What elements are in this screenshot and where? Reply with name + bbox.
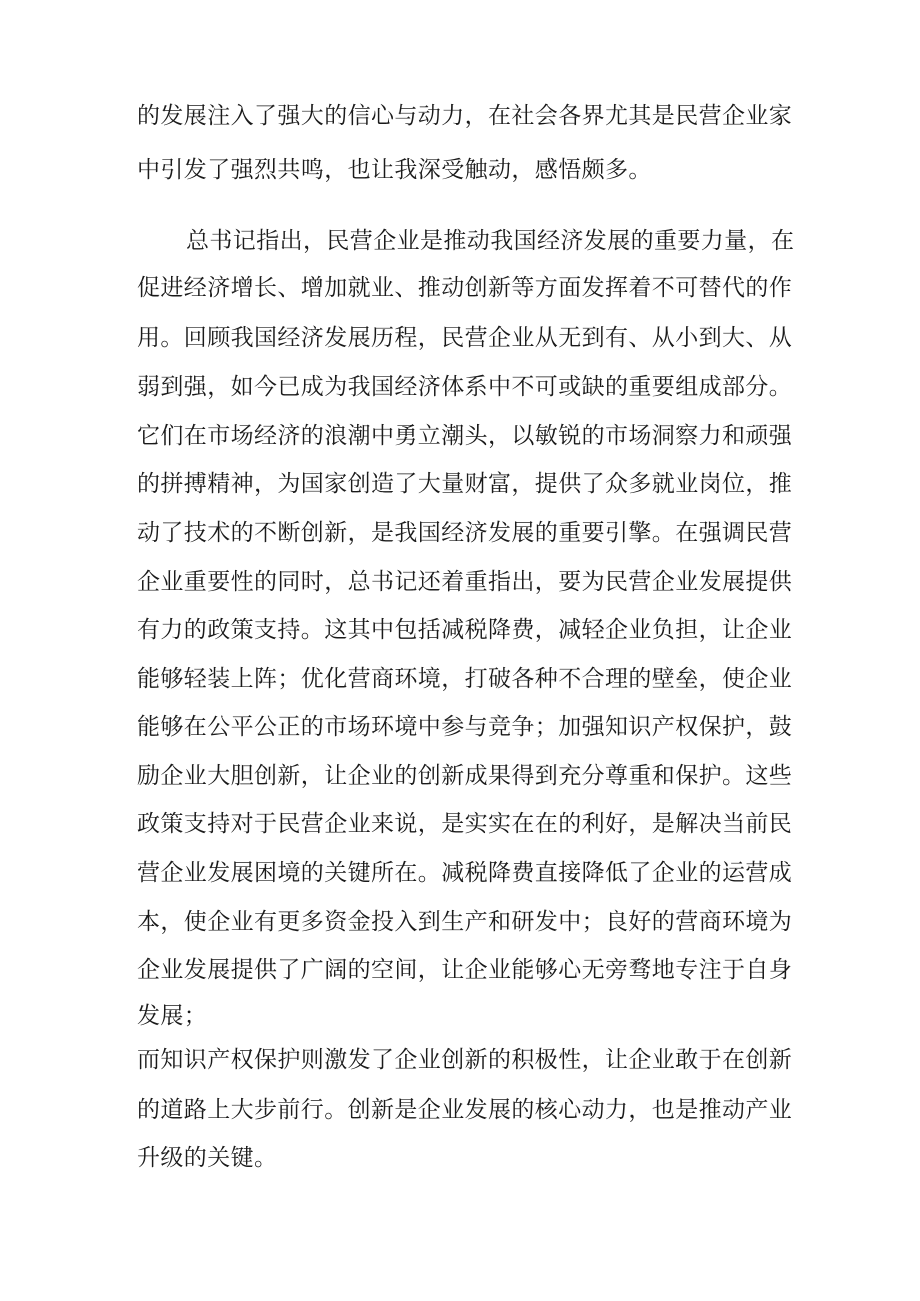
text-line: 的道路上大步前行。创新是企业发展的核心动力，也是推动产业: [137, 1097, 793, 1123]
text-line: 营企业发展困境的关键所在。减税降费直接降低了企业的运营成: [137, 860, 793, 886]
text-line: 能够轻装上阵；优化营商环境，打破各种不合理的壁垒，使企业: [137, 666, 793, 692]
text-line: 的发展注入了强大的信心与动力，在社会各界尤其是民营企业家: [137, 103, 793, 129]
text-line: 政策支持对于民营企业来说，是实实在在的利好，是解决当前民: [137, 811, 793, 837]
text-line: 弱到强，如今已成为我国经济体系中不可或缺的重要组成部分。: [137, 374, 793, 400]
text-line: 有力的政策支持。这其中包括减税降费，减轻企业负担，让企业: [137, 617, 793, 643]
text-line: 本，使企业有更多资金投入到生产和研发中；良好的营商环境为: [137, 909, 793, 935]
text-line: 而知识产权保护则激发了企业创新的积极性，让企业敢于在创新: [137, 1047, 793, 1073]
text-line: 的拼搏精神，为国家创造了大量财富，提供了众多就业岗位，推: [137, 471, 793, 497]
text-line: 升级的关键。: [137, 1145, 278, 1171]
text-line: 企业发展提供了广阔的空间，让企业能够心无旁骛地专注于自身: [137, 957, 793, 983]
text-line: 促进经济增长、增加就业、推动创新等方面发挥着不可替代的作: [137, 275, 793, 301]
paragraph-first-line: 总书记指出，民营企业是推动我国经济发展的重要力量，在: [186, 228, 795, 254]
text-line: 中引发了强烈共鸣，也让我深受触动，感悟颇多。: [137, 157, 652, 183]
text-line: 能够在公平公正的市场环境中参与竞争；加强知识产权保护，鼓: [137, 714, 793, 740]
text-line: 它们在市场经济的浪潮中勇立潮头，以敏锐的市场洞察力和顽强: [137, 423, 793, 449]
text-line: 用。回顾我国经济发展历程，民营企业从无到有、从小到大、从: [137, 325, 793, 351]
text-line: 动了技术的不断创新，是我国经济发展的重要引擎。在强调民营: [137, 520, 793, 546]
text-line: 发展；: [137, 1003, 208, 1029]
text-line: 励企业大胆创新，让企业的创新成果得到充分尊重和保护。这些: [137, 763, 793, 789]
text-line: 企业重要性的同时，总书记还着重指出，要为民营企业发展提供: [137, 569, 793, 595]
